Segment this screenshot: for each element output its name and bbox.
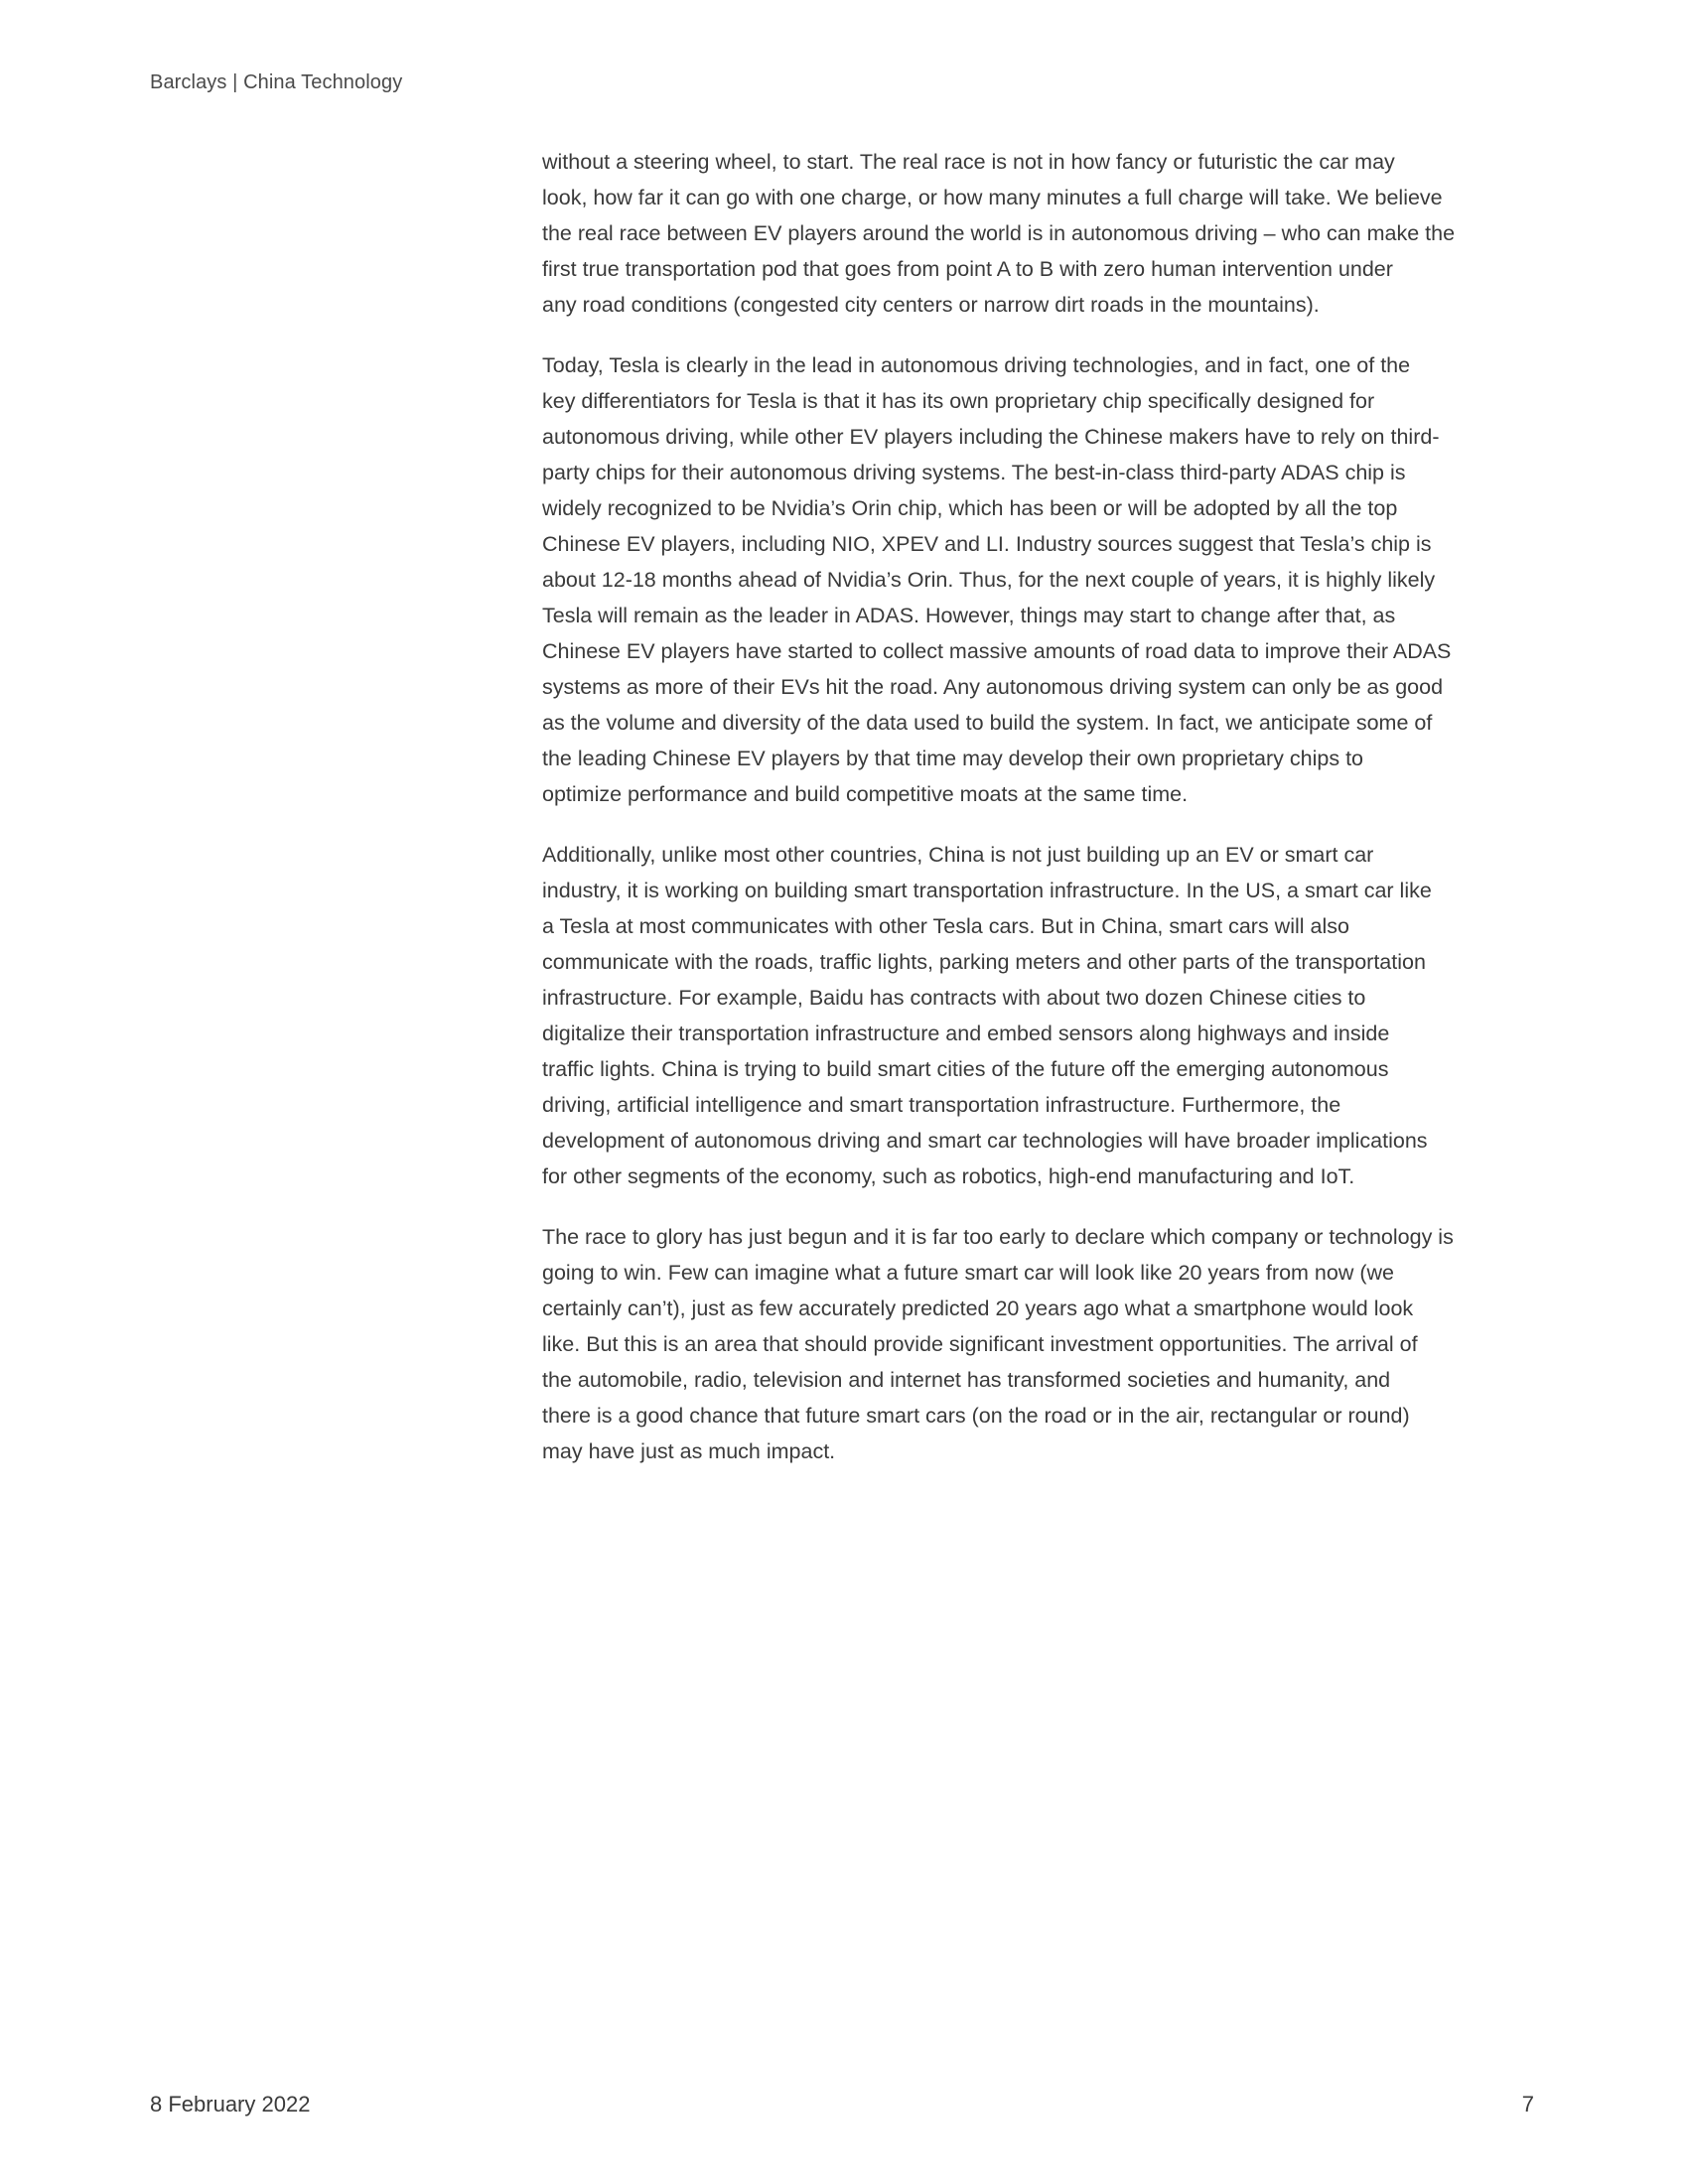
report-body (542, 144, 1533, 1494)
text-line: may have just as much impact. (542, 1439, 836, 1463)
text-line: certainly can’t), just as few accurately predicted 20 years ago what a smartphone would look (542, 1297, 1414, 1320)
footer-date: 8 February 2022 (150, 2092, 311, 2116)
paragraph (542, 144, 1533, 323)
text-line: digitalize their transportation infrastructure and embed sensors along highways and inside (542, 1022, 1390, 1045)
running-header: Barclays | China Technology (150, 71, 403, 93)
text-line: development of autonomous driving and smart car technologies will have broader implications (542, 1129, 1428, 1153)
text-line: first true transportation pod that goes from point A to B with zero human intervention under (542, 257, 1393, 281)
text-line: driving, artificial intelligence and smart transportation infrastructure. Furthermore, the (542, 1093, 1341, 1117)
text-line: like. But this is an area that should provide significant investment opportunities. The arrival of (542, 1332, 1418, 1356)
paragraph (542, 347, 1533, 812)
text-line: any road conditions (congested city centers or narrow dirt roads in the mountains). (542, 293, 1320, 317)
text-line: autonomous driving, while other EV players including the Chinese makers have to rely on third- (542, 425, 1440, 449)
text-line: Tesla will remain as the leader in ADAS. However, things may start to change after that, as (542, 604, 1396, 627)
text-line: a Tesla at most communicates with other Tesla cars. But in China, smart cars will also (542, 914, 1349, 938)
text-line: without a steering wheel, to start. The real race is not in how fancy or futuristic the car may (542, 150, 1395, 174)
text-line: traffic lights. China is trying to build smart cities of the future off the emerging autonomous (542, 1057, 1389, 1081)
text-line: about 12-18 months ahead of Nvidia’s Orin. Thus, for the next couple of years, it is highly likely (542, 568, 1436, 592)
text-line: there is a good chance that future smart cars (on the road or in the air, rectangular or round) (542, 1404, 1410, 1428)
page-number: 7 (1521, 2092, 1534, 2116)
text-line: look, how far it can go with one charge, or how many minutes a full charge will take. We believe (542, 186, 1443, 209)
text-line: the automobile, radio, television and internet has transformed societies and humanity, and (542, 1368, 1391, 1392)
text-line: going to win. Few can imagine what a future smart car will look like 20 years from now (we (542, 1261, 1394, 1285)
paragraph (542, 837, 1533, 1194)
text-line: Today, Tesla is clearly in the lead in autonomous driving technologies, and in fact, one of the (542, 353, 1411, 377)
paragraph (542, 1219, 1533, 1469)
text-line: Chinese EV players have started to collect massive amounts of road data to improve their ADAS (542, 639, 1452, 663)
text-line: key differentiators for Tesla is that it has its own proprietary chip specifically designed for (542, 389, 1375, 413)
text-line: infrastructure. For example, Baidu has contracts with about two dozen Chinese cities to (542, 986, 1366, 1010)
text-line: as the volume and diversity of the data used to build the system. In fact, we anticipate some of (542, 711, 1433, 735)
text-line: systems as more of their EVs hit the road. Any autonomous driving system can only be as good (542, 675, 1444, 699)
text-line: communicate with the roads, traffic lights, parking meters and other parts of the transportation (542, 950, 1426, 974)
text-line: The race to glory has just begun and it is far too early to declare which company or technology is (542, 1225, 1454, 1249)
text-line: party chips for their autonomous driving systems. The best-in-class third-party ADAS chip is (542, 461, 1406, 484)
text-line: widely recognized to be Nvidia’s Orin chip, which has been or will be adopted by all the top (542, 496, 1398, 520)
text-line: for other segments of the economy, such as robotics, high-end manufacturing and IoT. (542, 1164, 1355, 1188)
text-line: the real race between EV players around the world is in autonomous driving – who can make the (542, 221, 1456, 245)
text-line: industry, it is working on building smart transportation infrastructure. In the US, a smart car like (542, 879, 1432, 902)
text-line: optimize performance and build competitive moats at the same time. (542, 782, 1189, 806)
text-line: Additionally, unlike most other countries, China is not just building up an EV or smart car (542, 843, 1374, 867)
text-line: Chinese EV players, including NIO, XPEV and LI. Industry sources suggest that Tesla’s chip is (542, 532, 1432, 556)
text-line: the leading Chinese EV players by that time may develop their own proprietary chips to (542, 747, 1363, 770)
